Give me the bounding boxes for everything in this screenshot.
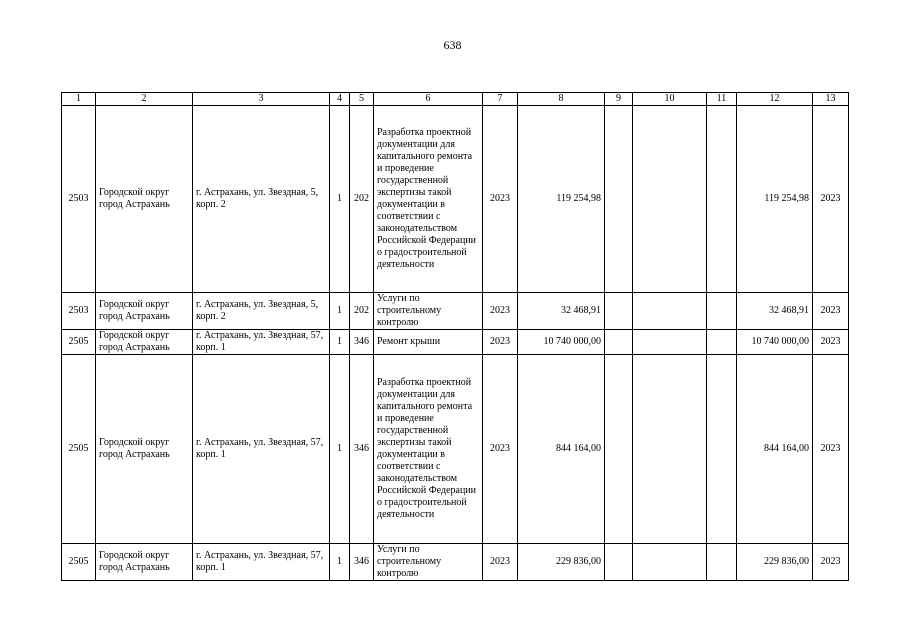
header-cell: 5: [350, 93, 374, 106]
empty-cell: [605, 330, 633, 355]
empty-cell: [605, 106, 633, 293]
work-description-cell: Разработка проектной документации для капитального ремонта и проведение государственной экспертизы такой документации в соответствии с законодательством Российской Федерации о градостроительной деятельности: [374, 106, 483, 293]
empty-cell: [633, 355, 707, 544]
col5-cell: 202: [350, 106, 374, 293]
empty-cell: [707, 106, 737, 293]
work-description-cell: Разработка проектной документации для капитального ремонта и проведение государственной экспертизы такой документации в соответствии с законодательством Российской Федерации о градостроительной деятельности: [374, 355, 483, 544]
empty-cell: [633, 544, 707, 581]
amount-total-cell: 844 164,00: [737, 355, 813, 544]
col4-cell: 1: [330, 293, 350, 330]
amount-cell: 119 254,98: [518, 106, 605, 293]
amount-total-cell: 10 740 000,00: [737, 330, 813, 355]
municipality-cell: Городской округ город Астрахань: [96, 330, 193, 355]
amount-cell: 844 164,00: [518, 355, 605, 544]
col5-cell: 202: [350, 293, 374, 330]
data-table: [61, 92, 849, 581]
row-number: 2503: [62, 293, 96, 330]
row-number: 2505: [62, 544, 96, 581]
empty-cell: [633, 106, 707, 293]
empty-cell: [707, 293, 737, 330]
header-cell: 4: [330, 93, 350, 106]
municipality-cell: Городской округ город Астрахань: [96, 293, 193, 330]
header-cell: 13: [813, 93, 849, 106]
municipality-cell: Городской округ город Астрахань: [96, 544, 193, 581]
header-cell: 7: [483, 93, 518, 106]
empty-cell: [707, 330, 737, 355]
year-end-cell: 2023: [813, 293, 849, 330]
year-end-cell: 2023: [813, 106, 849, 293]
municipality-cell: Городской округ город Астрахань: [96, 355, 193, 544]
empty-cell: [605, 355, 633, 544]
work-description-cell: Ремонт крыши: [374, 330, 483, 355]
work-description-cell: Услуги по строительному контролю: [374, 544, 483, 581]
col5-cell: 346: [350, 544, 374, 581]
address-cell: г. Астрахань, ул. Звездная, 5, корп. 2: [193, 293, 330, 330]
header-cell: 11: [707, 93, 737, 106]
table-row: [62, 355, 849, 544]
municipality-cell: Городской округ город Астрахань: [96, 106, 193, 293]
address-cell: г. Астрахань, ул. Звездная, 57, корп. 1: [193, 355, 330, 544]
header-cell: 3: [193, 93, 330, 106]
col4-cell: 1: [330, 330, 350, 355]
year-cell: 2023: [483, 293, 518, 330]
address-cell: г. Астрахань, ул. Звездная, 5, корп. 2: [193, 106, 330, 293]
table-row: [62, 293, 849, 330]
col5-cell: 346: [350, 355, 374, 544]
empty-cell: [707, 355, 737, 544]
year-cell: 2023: [483, 106, 518, 293]
year-end-cell: 2023: [813, 544, 849, 581]
table-row: [62, 544, 849, 581]
header-cell: 10: [633, 93, 707, 106]
empty-cell: [633, 293, 707, 330]
header-cell: 2: [96, 93, 193, 106]
header-cell: 6: [374, 93, 483, 106]
address-cell: г. Астрахань, ул. Звездная, 57, корп. 1: [193, 330, 330, 355]
col4-cell: 1: [330, 355, 350, 544]
col4-cell: 1: [330, 106, 350, 293]
row-number: 2503: [62, 106, 96, 293]
work-description-cell: Услуги по строительному контролю: [374, 293, 483, 330]
col5-cell: 346: [350, 330, 374, 355]
header-cell: 12: [737, 93, 813, 106]
amount-cell: 10 740 000,00: [518, 330, 605, 355]
address-cell: г. Астрахань, ул. Звездная, 57, корп. 1: [193, 544, 330, 581]
page-number: 638: [443, 38, 462, 52]
amount-total-cell: 119 254,98: [737, 106, 813, 293]
header-cell: 8: [518, 93, 605, 106]
year-cell: 2023: [483, 330, 518, 355]
header-cell: 9: [605, 93, 633, 106]
header-row: [62, 93, 849, 106]
empty-cell: [605, 293, 633, 330]
year-cell: 2023: [483, 544, 518, 581]
amount-cell: 32 468,91: [518, 293, 605, 330]
year-end-cell: 2023: [813, 330, 849, 355]
year-cell: 2023: [483, 355, 518, 544]
table-row: [62, 330, 849, 355]
row-number: 2505: [62, 355, 96, 544]
header-cell: 1: [62, 93, 96, 106]
row-number: 2505: [62, 330, 96, 355]
table-row: [62, 106, 849, 293]
amount-total-cell: 32 468,91: [737, 293, 813, 330]
amount-cell: 229 836,00: [518, 544, 605, 581]
year-end-cell: 2023: [813, 355, 849, 544]
col4-cell: 1: [330, 544, 350, 581]
empty-cell: [633, 330, 707, 355]
empty-cell: [605, 544, 633, 581]
amount-total-cell: 229 836,00: [737, 544, 813, 581]
empty-cell: [707, 544, 737, 581]
